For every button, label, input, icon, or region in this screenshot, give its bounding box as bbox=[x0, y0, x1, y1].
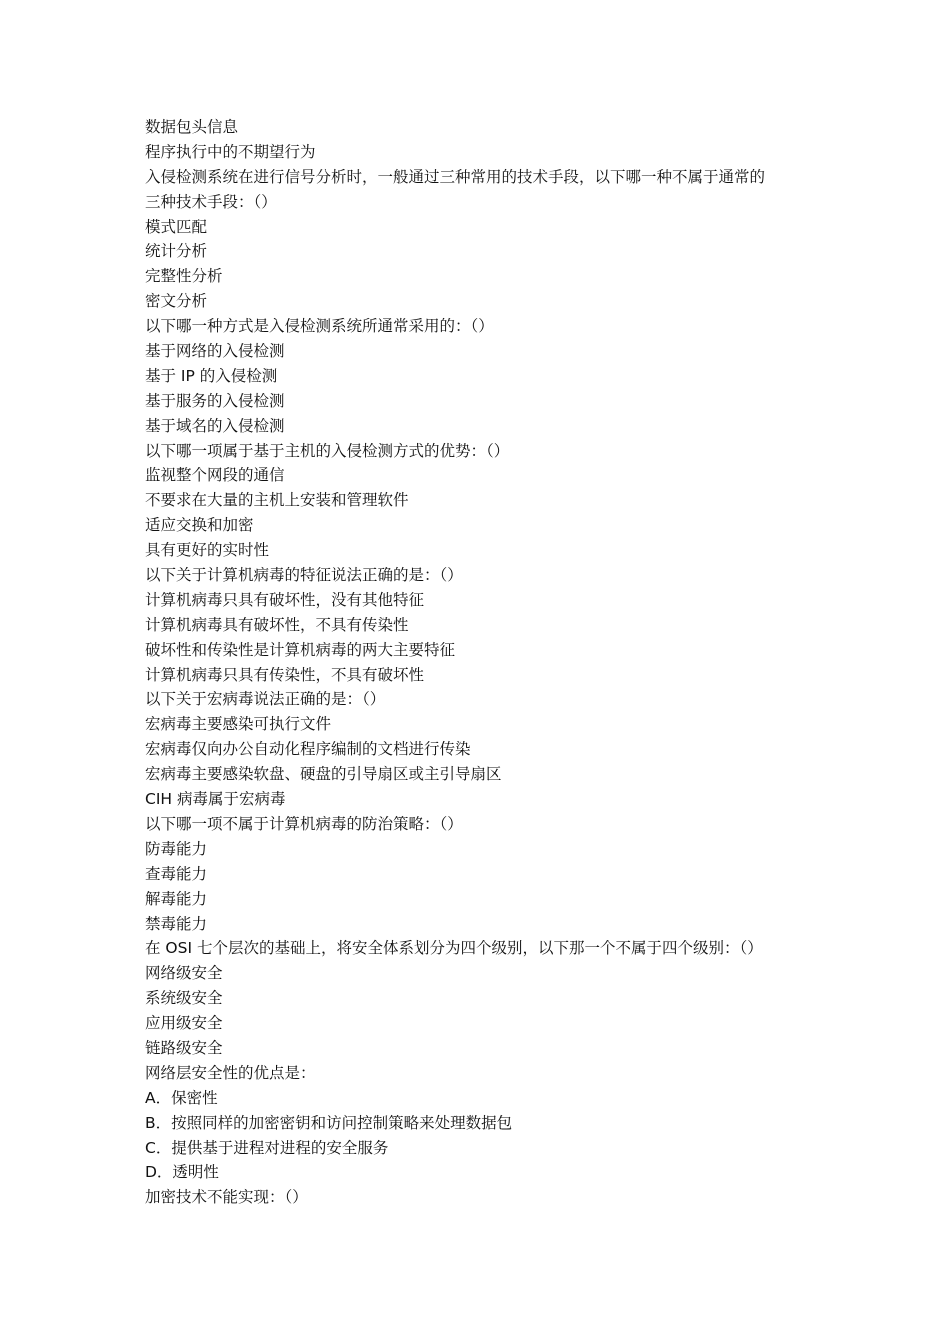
option-line: 防毒能力 bbox=[145, 839, 208, 858]
option-line: 计算机病毒只具有破坏性，没有其他特征 bbox=[145, 590, 425, 609]
option-line: C．提供基于进程对进程的安全服务 bbox=[145, 1138, 389, 1157]
option-line: 应用级安全 bbox=[145, 1014, 223, 1033]
question-line: 网络层安全性的优点是： bbox=[145, 1063, 316, 1082]
option-line: B．按照同样的加密密钥和访问控制策略来处理数据包 bbox=[145, 1113, 513, 1132]
document-body bbox=[145, 115, 825, 1210]
question-line: 入侵检测系统在进行信号分析时，一般通过三种常用的技术手段，以下哪一种不属于通常的 bbox=[145, 167, 766, 186]
option-line: 模式匹配 bbox=[145, 217, 208, 236]
option-line: 密文分析 bbox=[145, 292, 208, 311]
question-line: 以下关于计算机病毒的特征说法正确的是：（） bbox=[145, 566, 463, 585]
option-line: A．保密性 bbox=[145, 1088, 218, 1107]
option-line: 宏病毒主要感染软盘、硬盘的引导扇区或主引导扇区 bbox=[145, 765, 502, 784]
option-line: 完整性分析 bbox=[145, 267, 223, 286]
option-line: D．透明性 bbox=[145, 1163, 219, 1182]
option-line: 不要求在大量的主机上安装和管理软件 bbox=[145, 491, 409, 510]
option-line: 统计分析 bbox=[145, 242, 208, 261]
question-line: 加密技术不能实现：（） bbox=[145, 1188, 308, 1207]
option-line: 查毒能力 bbox=[145, 864, 208, 883]
option-line: 基于域名的入侵检测 bbox=[145, 416, 285, 435]
question-line: 三种技术手段：（） bbox=[145, 192, 277, 211]
option-line: 基于 IP 的入侵检测 bbox=[145, 366, 278, 385]
option-line: 宏病毒主要感染可执行文件 bbox=[145, 715, 332, 734]
question-line: 以下关于宏病毒说法正确的是：（） bbox=[145, 690, 386, 709]
option-line: 链路级安全 bbox=[145, 1038, 223, 1057]
option-line: 计算机病毒具有破坏性，不具有传染性 bbox=[145, 615, 409, 634]
text-line: 数据包头信息 bbox=[145, 118, 239, 136]
option-line: 破坏性和传染性是计算机病毒的两大主要特征 bbox=[145, 640, 456, 659]
option-line: 基于服务的入侵检测 bbox=[145, 391, 285, 410]
option-line: 计算机病毒只具有传染性，不具有破坏性 bbox=[145, 665, 425, 684]
option-line: 基于网络的入侵检测 bbox=[145, 342, 285, 361]
option-line: 系统级安全 bbox=[145, 989, 223, 1008]
option-line: 监视整个网段的通信 bbox=[145, 466, 285, 485]
question-line: 以下哪一种方式是入侵检测系统所通常采用的：（） bbox=[145, 317, 494, 336]
option-line: 适应交换和加密 bbox=[145, 516, 254, 535]
option-line: 禁毒能力 bbox=[145, 914, 208, 933]
question-line: 在 OSI 七个层次的基础上，将安全体系划分为四个级别，以下那一个不属于四个级别：（） bbox=[145, 939, 763, 958]
option-line: CIH 病毒属于宏病毒 bbox=[145, 790, 286, 809]
option-line: 解毒能力 bbox=[145, 889, 208, 908]
question-line: 以下哪一项属于基于主机的入侵检测方式的优势：（） bbox=[145, 441, 510, 460]
option-line: 网络级安全 bbox=[145, 964, 223, 983]
question-line: 以下哪一项不属于计算机病毒的防治策略：（） bbox=[145, 814, 463, 833]
text-line: 程序执行中的不期望行为 bbox=[145, 142, 316, 161]
option-line: 具有更好的实时性 bbox=[145, 541, 270, 560]
option-line: 宏病毒仅向办公自动化程序编制的文档进行传染 bbox=[145, 740, 471, 759]
